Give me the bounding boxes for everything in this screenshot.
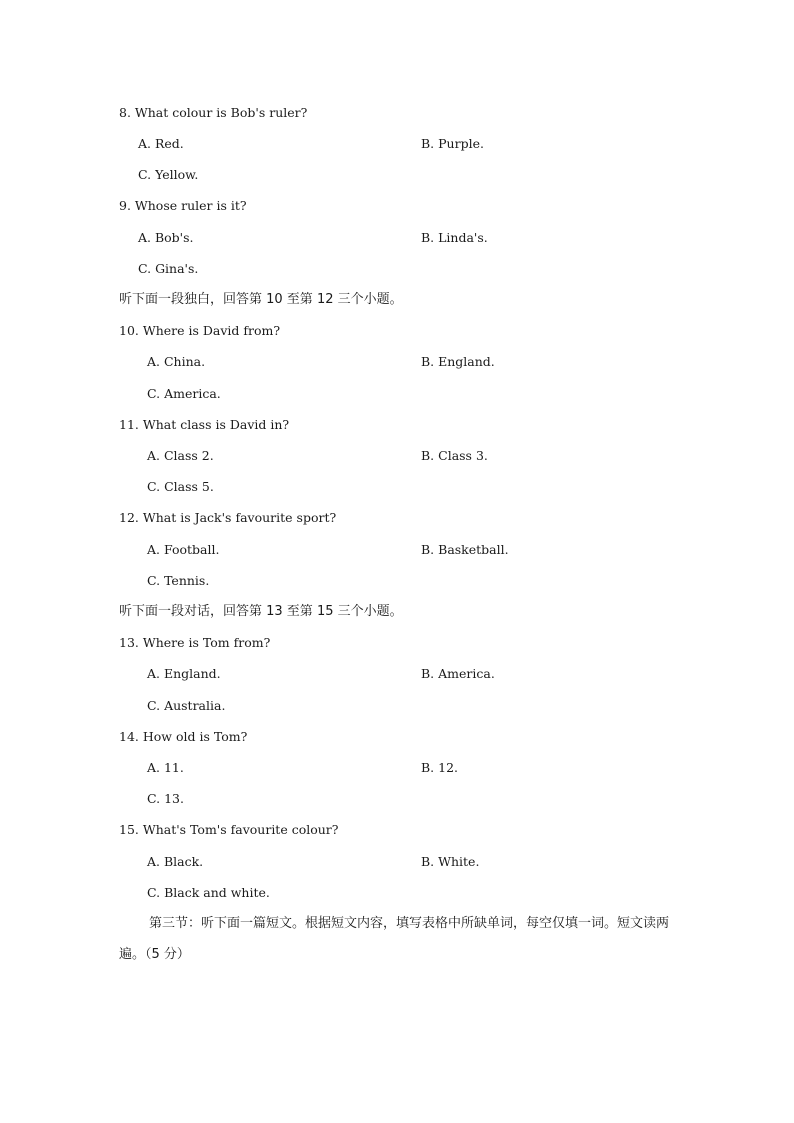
question-10-option-c: C. America. [147, 386, 221, 401]
question-10-option-b: B. England. [421, 354, 495, 369]
question-9-option-a: A. Bob's. [138, 230, 194, 245]
question-12-option-c: C. Tennis. [147, 573, 210, 588]
question-11: 11. What class is David in? [119, 417, 290, 432]
question-8-option-b: B. Purple. [421, 136, 484, 151]
question-14-option-a: A. 11. [147, 760, 184, 775]
question-9: 9. Whose ruler is it? [119, 198, 247, 213]
question-15-option-c: C. Black and white. [147, 885, 270, 900]
question-9-option-b: B. Linda's. [421, 230, 488, 245]
section-3-instruction: 第三节：听下面一篇短文。根据短文内容，填写表格中所缺单词，每空仅填一词。短文读两遍。（5 分） [119, 916, 670, 962]
question-14-option-c: C. 13. [147, 791, 184, 806]
question-13-option-a: A. England. [147, 666, 221, 681]
question-12: 12. What is Jack's favourite sport? [119, 510, 337, 525]
question-11-option-a: A. Class 2. [147, 448, 214, 463]
question-8-option-a: A. Red. [138, 136, 184, 151]
question-13: 13. Where is Tom from? [119, 635, 271, 650]
question-13-option-b: B. America. [421, 666, 495, 681]
question-11-option-b: B. Class 3. [421, 448, 488, 463]
question-8: 8. What colour is Bob's ruler? [119, 105, 308, 120]
question-15-option-b: B. White. [421, 854, 480, 869]
question-15-option-a: A. Black. [147, 854, 204, 869]
question-14: 14. How old is Tom? [119, 729, 248, 744]
dialogue-instruction: 听下面一段对话，回答第 13 至第 15 三个小题。 [119, 604, 403, 619]
question-12-option-a: A. Football. [147, 542, 220, 557]
question-8-option-c: C. Yellow. [138, 167, 199, 182]
question-12-option-b: B. Basketball. [421, 542, 509, 557]
monologue-instruction: 听下面一段独白，回答第 10 至第 12 三个小题。 [119, 292, 403, 307]
question-10: 10. Where is David from? [119, 323, 281, 338]
question-15: 15. What's Tom's favourite colour? [119, 822, 339, 837]
question-13-option-c: C. Australia. [147, 698, 226, 713]
question-9-option-c: C. Gina's. [138, 261, 199, 276]
question-10-option-a: A. China. [147, 354, 206, 369]
question-14-option-b: B. 12. [421, 760, 459, 775]
question-11-option-c: C. Class 5. [147, 479, 214, 494]
